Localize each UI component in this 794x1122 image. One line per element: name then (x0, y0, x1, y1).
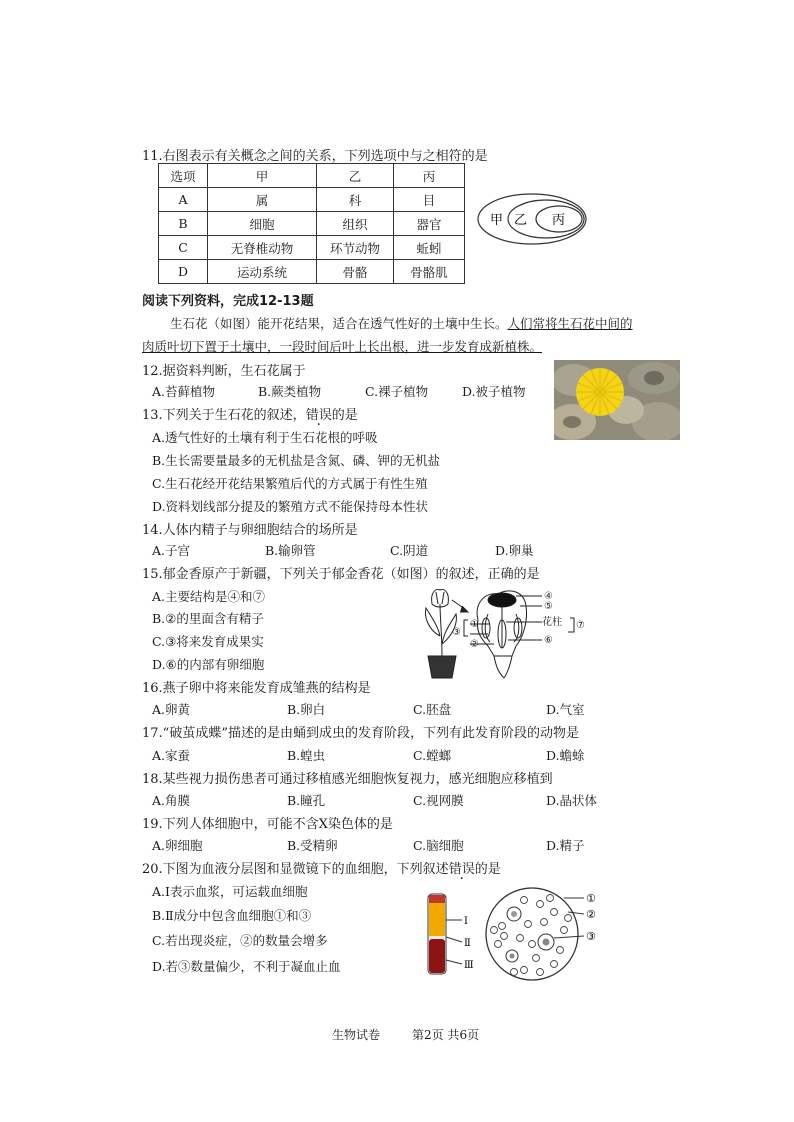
q12-option-c: C.裸子植物 (365, 384, 429, 399)
q15-option-a: A.主要结构是④和⑦ (152, 589, 266, 604)
q12-option-b: B.蕨类植物 (258, 384, 322, 399)
q19-option-d: D.精子 (546, 838, 585, 853)
q12-option-a: A.苔藓植物 (152, 384, 216, 399)
q13-stem-emphasis: 错误 (305, 408, 332, 423)
q13-option-a: A.透气性好的土壤有利于生石花根的呼吸 (152, 430, 378, 445)
q20-option-a: A.Ⅰ表示血浆，可运载血细胞 (152, 884, 308, 899)
q16-option-c: C.胚盘 (413, 702, 452, 717)
cell-label-2: ② (586, 908, 596, 921)
q19-option-b: B.受精卵 (287, 838, 338, 853)
q12-option-d: D.被子植物 (462, 384, 526, 399)
reading-paragraph-line1 (170, 314, 633, 332)
reading-underlined-text: 人们常将生石花中间的 (507, 316, 633, 331)
q18-stem: 18.某些视力损伤患者可通过移植感光细胞恢复视力，感光细胞应移植到 (142, 772, 553, 787)
table-cell: 环节动物 (317, 236, 394, 260)
venn-label-bing: 丙 (552, 213, 566, 228)
table-cell: 丙 (394, 164, 465, 188)
cell-label-3: ③ (586, 930, 596, 943)
q19-stem: 19.下列人体细胞中，可能不含X染色体的是 (142, 817, 393, 832)
tube-label-1: Ⅰ (464, 916, 468, 927)
q20-option-b: B.Ⅱ成分中包含血细胞①和③ (152, 908, 312, 923)
table-row (159, 188, 465, 212)
q17-option-a: A.家蚕 (152, 748, 191, 763)
q13-stem (142, 404, 358, 423)
table-cell: 细胞 (208, 212, 317, 236)
q18-option-a: A.角膜 (152, 793, 191, 808)
table-row (159, 212, 465, 236)
table-cell: A (159, 188, 208, 212)
fig-label-2: ② (470, 639, 479, 650)
venn-label-yi: 乙 (514, 213, 528, 228)
fig-label-3: ③ (452, 627, 461, 638)
q11-table (158, 163, 465, 284)
table-cell: 选项 (159, 164, 208, 188)
venn-diagram (476, 192, 588, 246)
fig-label-7: ⑦ (576, 620, 585, 631)
footer-subject: 生物试卷 (332, 1028, 381, 1042)
q17-stem: 17.“破茧成蝶”描述的是由蛹到成虫的发育阶段，下列有此发育阶段的动物是 (142, 726, 579, 741)
venn-label-jia: 甲 (490, 213, 504, 228)
q20-option-d: D.若③数量偏少，不利于凝血止血 (152, 959, 341, 974)
q18-option-b: B.瞳孔 (287, 793, 326, 808)
q14-option-b: B.输卵管 (265, 543, 316, 558)
q13-stem-post: 的是 (331, 408, 358, 423)
q19-option-c: C.脑细胞 (413, 838, 464, 853)
fig-label-6: ⑥ (544, 635, 553, 646)
blood-layer-tube (420, 892, 480, 976)
q17-option-c: C.螳螂 (413, 748, 452, 763)
footer-page-number: 第2页 共6页 (412, 1028, 480, 1042)
table-cell: 组织 (317, 212, 394, 236)
table-cell: 目 (394, 188, 465, 212)
tulip-flower-diagram (418, 586, 596, 680)
q15-option-c: C.③将来发育成果实 (152, 634, 264, 649)
reading-paragraph-line2: 肉质叶切下置于土壤中，一段时间后叶上长出根，进一步发育成新植株。 (142, 339, 543, 354)
blood-cells-microscope (484, 886, 604, 982)
fig-label-4: ④ (544, 591, 553, 602)
q13-option-d: D.资料划线部分提及的繁殖方式不能保持母本性状 (152, 499, 429, 514)
q16-option-d: D.气室 (546, 702, 585, 717)
reading-text: 生石花（如图）能开花结果，适合在透气性好的土壤中生长。 (170, 316, 508, 331)
q13-option-c: C.生石花经开花结果繁殖后代的方式属于有性生殖 (152, 476, 428, 491)
cell-label-1: ① (586, 892, 596, 905)
table-cell: 蚯蚓 (394, 236, 465, 260)
q18-option-d: D.晶状体 (546, 793, 598, 808)
q20-stem-post: 的是 (474, 862, 501, 877)
q12-stem: 12.据资料判断，生石花属于 (142, 364, 306, 379)
q15-option-d: D.⑥的内部有卵细胞 (152, 657, 265, 672)
q15-stem: 15.郁金香原产于新疆，下列关于郁金香花（如图）的叙述，正确的是 (142, 567, 540, 582)
reading-heading: 阅读下列资料，完成12-13题 (142, 294, 314, 309)
q18-option-c: C.视网膜 (413, 793, 464, 808)
q17-option-b: B.蝗虫 (287, 748, 326, 763)
table-cell: 无脊椎动物 (208, 236, 317, 260)
q14-option-d: D.卵巢 (495, 543, 534, 558)
q16-option-a: A.卵黄 (152, 702, 191, 717)
q13-stem-pre: 13.下列关于生石花的叙述， (142, 408, 306, 423)
lithops-photo (554, 360, 680, 440)
table-row (159, 236, 465, 260)
table-cell: D (159, 260, 208, 284)
q13-option-b: B.生长需要量最多的无机盐是含氮、磷、钾的无机盐 (152, 453, 441, 468)
table-cell: 器官 (394, 212, 465, 236)
tube-label-3: Ⅲ (464, 960, 474, 971)
fig-label-1: ① (470, 619, 479, 630)
table-cell: B (159, 212, 208, 236)
fig-label-5: ⑤ (544, 601, 553, 612)
q20-stem (142, 858, 501, 877)
q16-stem: 16.燕子卵中将来能发育成雏燕的结构是 (142, 681, 371, 696)
table-cell: 骨骼 (317, 260, 394, 284)
tube-label-2: Ⅱ (464, 938, 471, 949)
q14-option-a: A.子宫 (152, 543, 191, 558)
fig-label-style: 花柱 (542, 617, 562, 628)
q16-option-b: B.卵白 (287, 702, 326, 717)
q19-option-a: A.卵细胞 (152, 838, 203, 853)
q15-option-b: B.②的里面含有精子 (152, 611, 264, 626)
table-cell: C (159, 236, 208, 260)
table-cell: 甲 (208, 164, 317, 188)
q14-stem: 14.人体内精子与卵细胞结合的场所是 (142, 523, 358, 538)
q20-stem-emphasis: 错误 (448, 862, 475, 877)
q17-option-d: D.蟾蜍 (546, 748, 585, 763)
table-cell: 乙 (317, 164, 394, 188)
table-header-row (159, 164, 465, 188)
table-cell: 骨骼肌 (394, 260, 465, 284)
q20-option-c: C.若出现炎症，②的数量会增多 (152, 933, 328, 948)
table-cell: 运动系统 (208, 260, 317, 284)
q11-stem: 11.右图表示有关概念之间的关系，下列选项中与之相符的是 (142, 149, 488, 164)
table-cell: 属 (208, 188, 317, 212)
q20-stem-pre: 20.下图为血液分层图和显微镜下的血细胞，下列叙述 (142, 862, 449, 877)
table-cell: 科 (317, 188, 394, 212)
q14-option-c: C.阴道 (390, 543, 429, 558)
table-row (159, 260, 465, 284)
